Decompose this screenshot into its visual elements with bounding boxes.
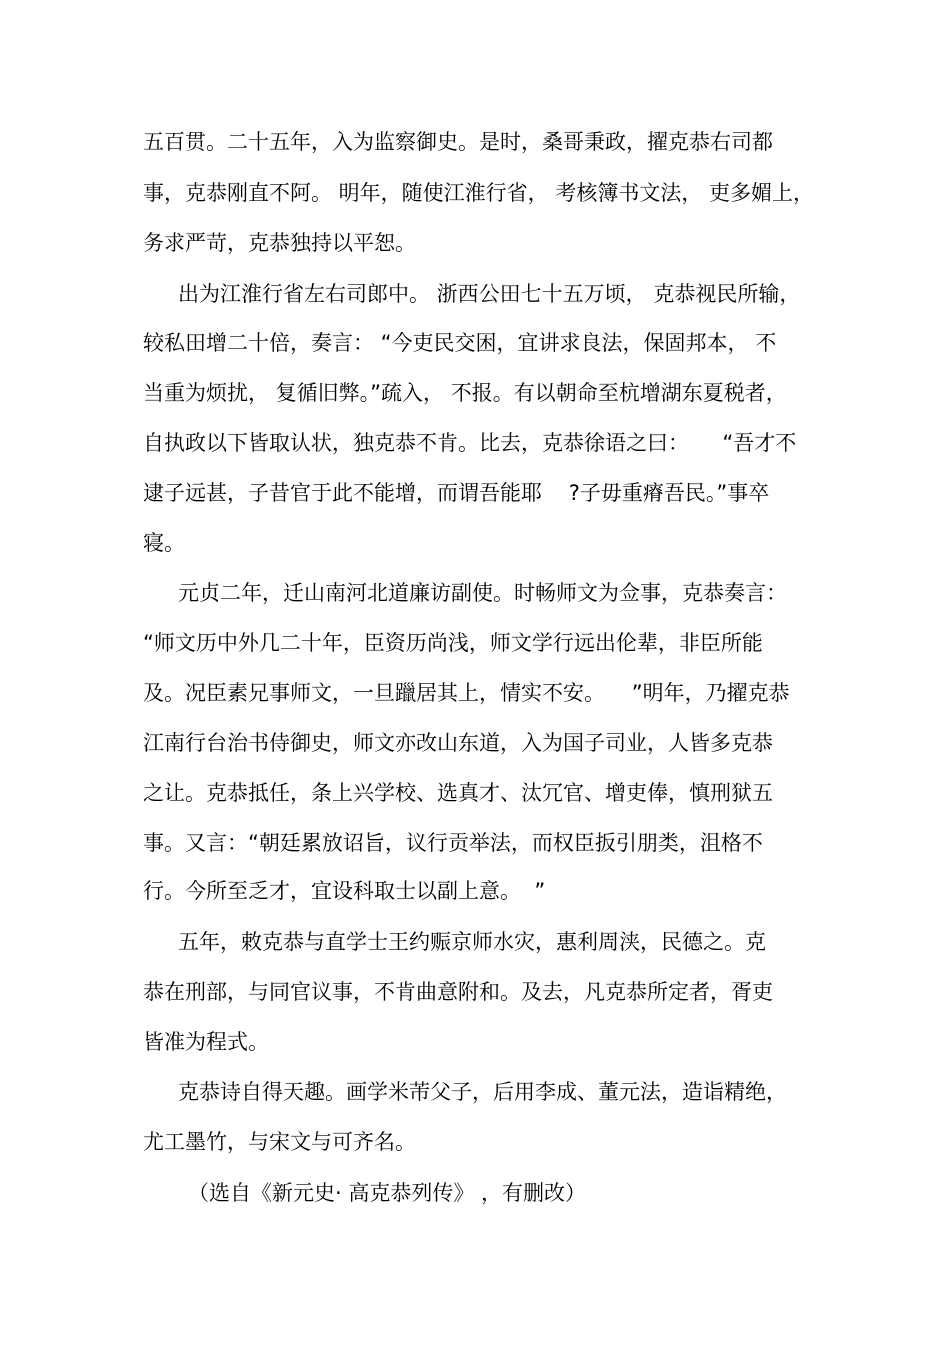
- text-line: 务求严苛，克恭独持以平恕。: [143, 231, 416, 255]
- text-line: 恭在刑部，与同官议事，不肯曲意附和。及去，凡克恭所定者，胥吏: [143, 980, 773, 1004]
- text-line: 克恭诗自得天趣。画学米芾父子，后用李成、董元法，造诣精绝，: [178, 1080, 787, 1104]
- text-line: 较私田增二十倍，奏言： “今吏民交困，宜讲求良法，保固邦本， 不: [143, 331, 777, 355]
- text-line: 之让。克恭抵任，条上兴学校、选真才、汰冗官、增吏俸，慎刑狱五: [143, 781, 773, 805]
- text-line: 事，克恭刚直不阿。 明年，随使江淮行省， 考核簿书文法， 吏多媚上，: [143, 181, 815, 205]
- source-citation: （选自《新元史· 高克恭列传》 ，有删改）: [188, 1181, 587, 1205]
- text-line: 尤工墨竹，与宋文与可齐名。: [143, 1130, 416, 1154]
- text-line: 江南行台治书侍御史，师文亦改山东道，入为国子司业，人皆多克恭: [143, 731, 773, 755]
- text-line: 自执政以下皆取认状，独克恭不肯。比去，克恭徐语之曰： “吾才不: [143, 431, 797, 455]
- text-line: 寝。: [143, 531, 185, 555]
- text-line: 行。今所至乏才，宜设科取士以副上意。 ”: [143, 879, 546, 903]
- text-line: 及。况臣素兄事师文，一旦躐居其上，情实不安。 ”明年，乃擢克恭: [143, 681, 790, 705]
- text-line: 元贞二年，迁山南河北道廉访副使。时畅师文为佥事，克恭奏言：: [178, 581, 787, 605]
- text-line: 五年，敕克恭与直学士王约赈京师水灾，惠利周浃，民德之。克: [178, 930, 766, 954]
- text-line: “师文历中外几二十年，臣资历尚浅，师文学行远出伦辈，非臣所能: [143, 631, 763, 655]
- text-line: 当重为烦扰， 复循旧弊。”疏入， 不报。有以朝命至杭增湖东夏税者，: [143, 381, 787, 405]
- text-line: 逮子远甚，子昔官于此不能增，而谓吾能耶 ?子毋重瘠吾民。”事卒: [143, 481, 770, 505]
- text-line: 出为江淮行省左右司郎中。 浙西公田七十五万顷， 克恭视民所输，: [178, 282, 801, 306]
- text-line: 五百贯。二十五年，入为监察御史。是时，桑哥秉政，擢克恭右司都: [143, 130, 773, 154]
- text-line: 皆准为程式。: [143, 1030, 269, 1054]
- text-line: 事。又言：“朝廷累放诏旨，议行贡举法，而权臣扳引朋类，沮格不: [143, 831, 763, 855]
